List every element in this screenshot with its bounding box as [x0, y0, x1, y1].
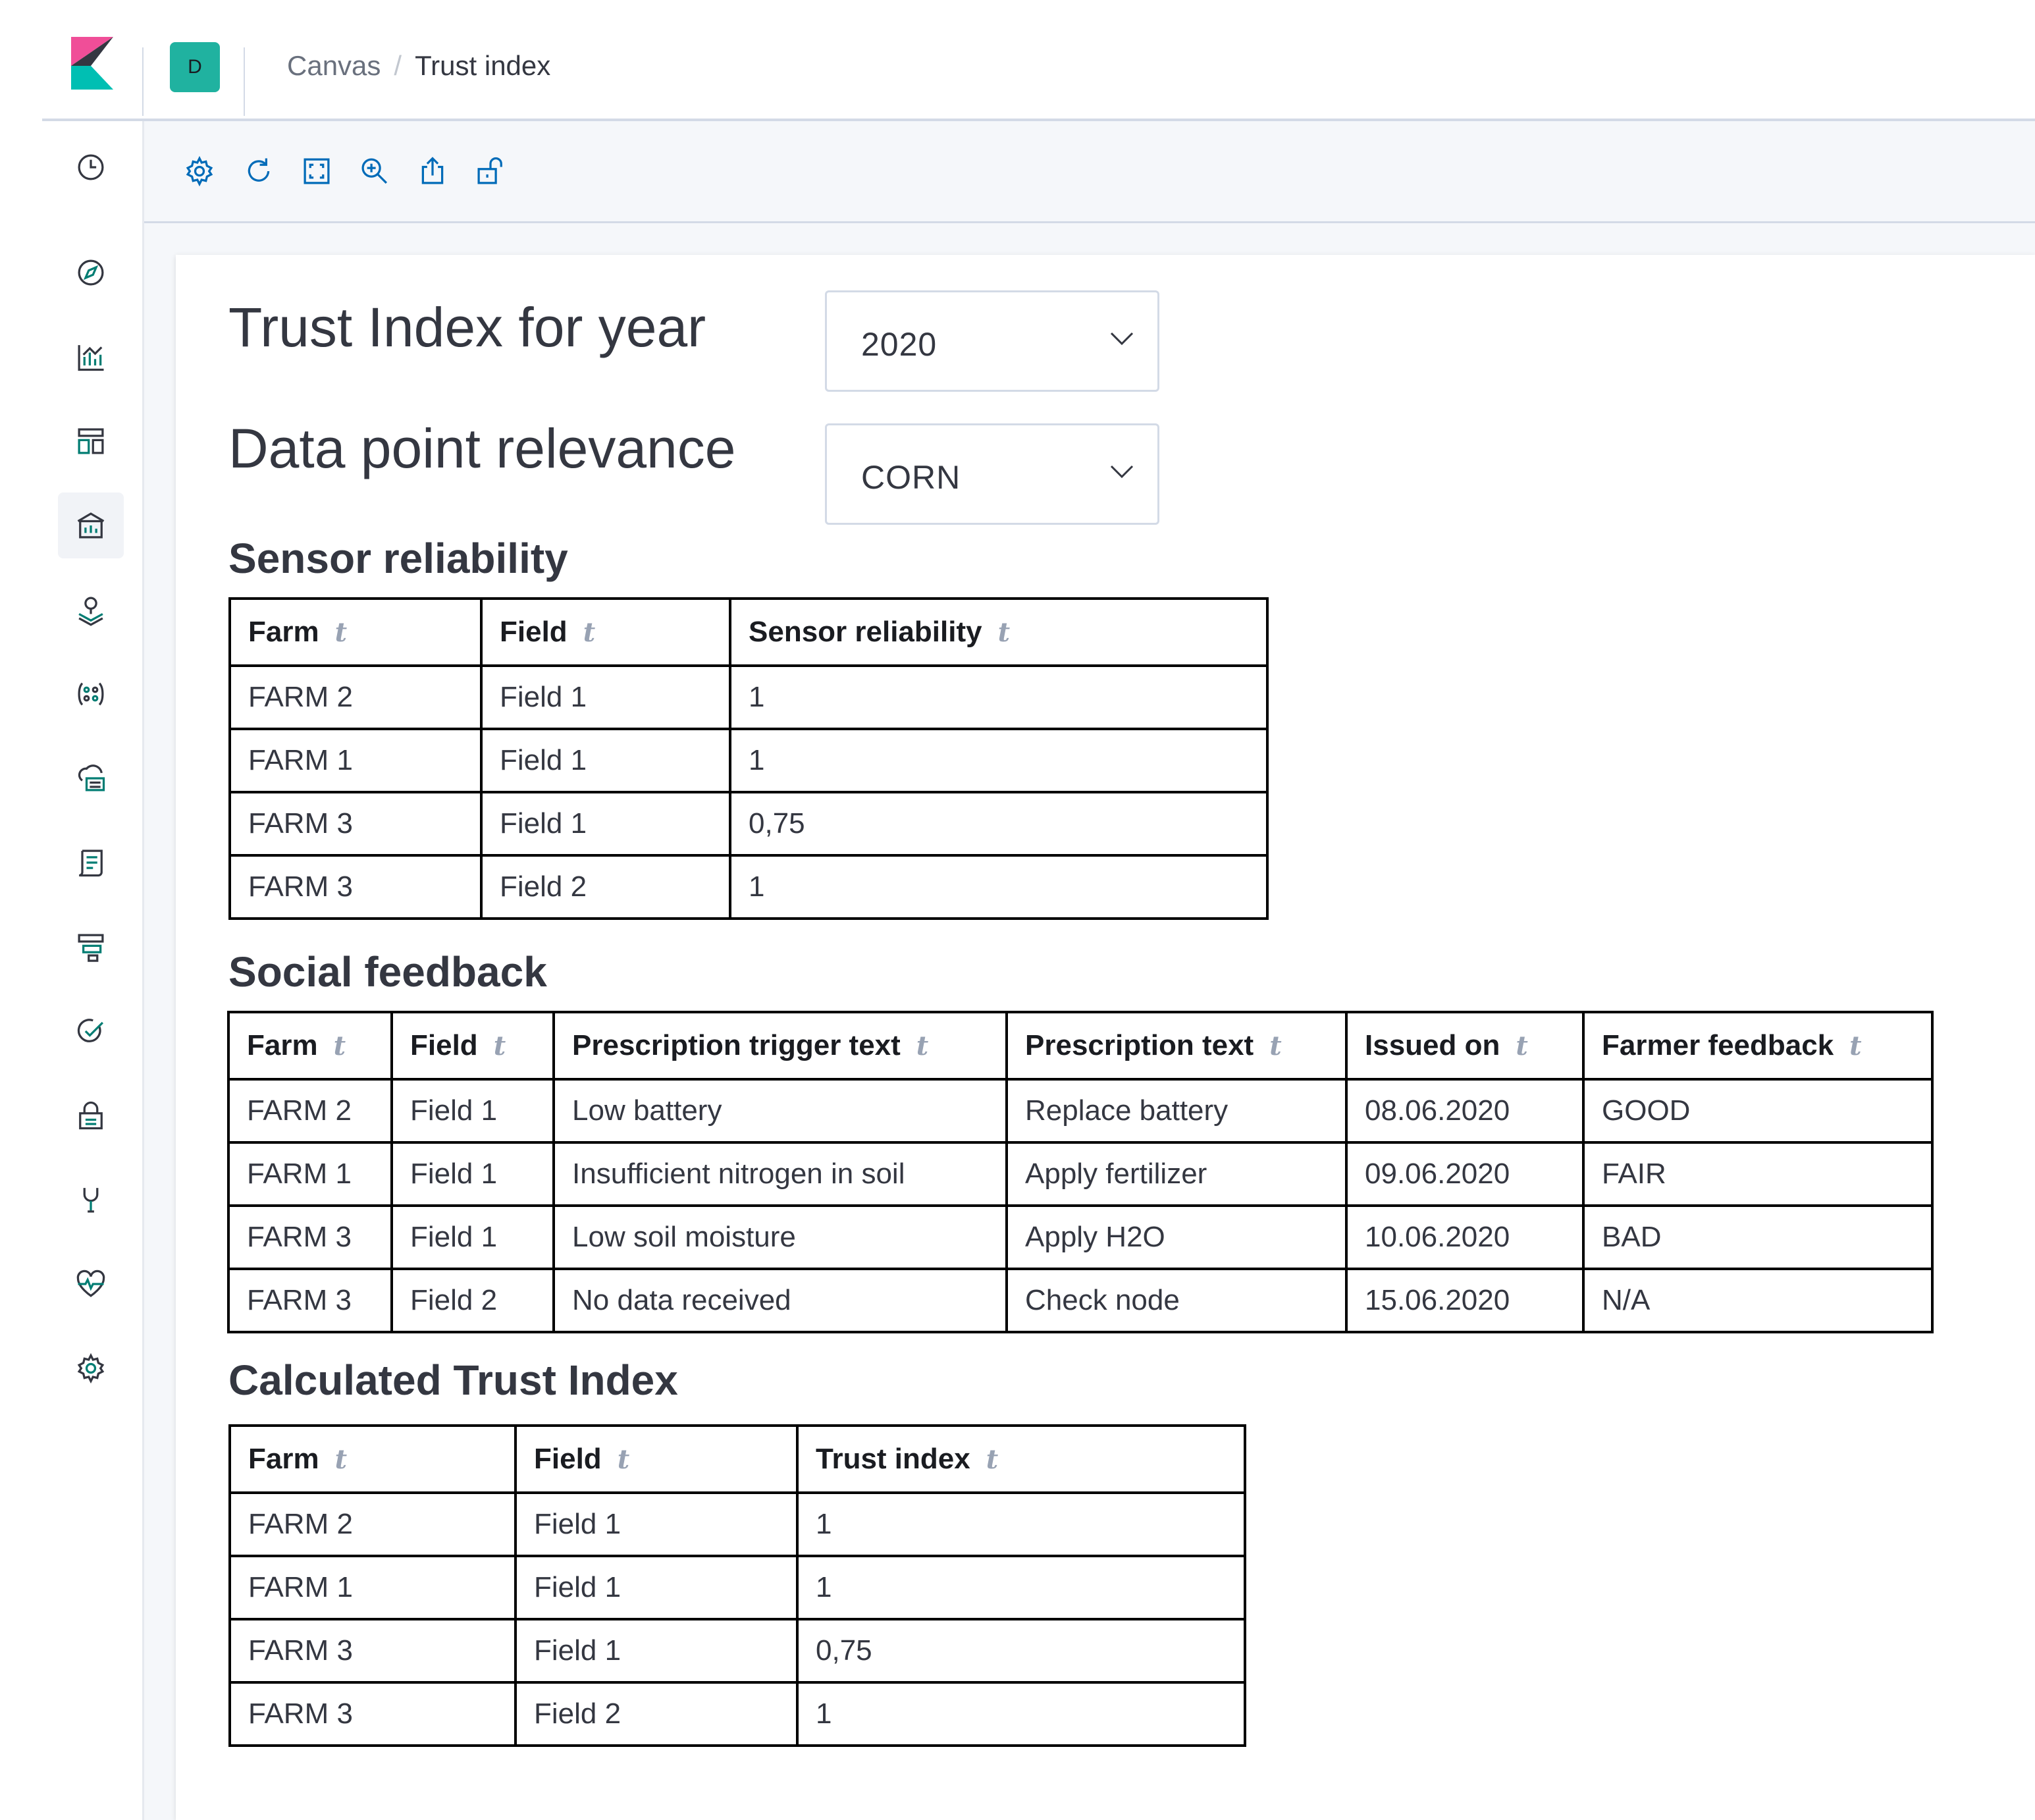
table-cell: FARM 1: [230, 729, 481, 792]
sensor-reliability-table: [228, 597, 1269, 920]
table-cell: FARM 1: [228, 1142, 392, 1206]
table-row: [230, 1682, 1245, 1746]
table-cell: Field 1: [392, 1142, 554, 1206]
table-cell: FARM 3: [230, 1682, 515, 1746]
column-header-sensor-reliability[interactable]: [730, 599, 1267, 666]
dev-tools-icon[interactable]: [58, 1167, 124, 1233]
column-header-label: Prescription text: [1025, 1029, 1254, 1061]
space-initial: D: [188, 56, 202, 78]
sort-icon[interactable]: t: [916, 1030, 929, 1061]
table-row: [230, 666, 1267, 729]
sort-icon[interactable]: t: [617, 1444, 630, 1475]
side-nav: [42, 121, 144, 1820]
social-feedback-title: Social feedback: [228, 948, 547, 996]
table-cell: Low soil moisture: [554, 1206, 1007, 1269]
column-header-farmer-feedback[interactable]: [1583, 1012, 1932, 1079]
table-cell: 09.06.2020: [1346, 1142, 1583, 1206]
table-row: [228, 1206, 1932, 1269]
column-header-label: Issued on: [1365, 1029, 1500, 1061]
column-header-label: Field: [534, 1443, 602, 1475]
sort-icon[interactable]: t: [1269, 1030, 1282, 1061]
column-header-label: Sensor reliability: [749, 616, 982, 648]
discover-icon[interactable]: [58, 240, 124, 306]
year-select-value: 2020: [861, 326, 938, 363]
table-cell: Field 1: [515, 1493, 797, 1556]
table-cell: Low battery: [554, 1079, 1007, 1142]
table-cell: No data received: [554, 1269, 1007, 1332]
table-row: [230, 1556, 1245, 1619]
table-cell: FAIR: [1583, 1142, 1932, 1206]
apm-icon[interactable]: [58, 914, 124, 980]
table-cell: 08.06.2020: [1346, 1079, 1583, 1142]
chevron-down-icon: [1107, 461, 1136, 482]
table-cell: Field 1: [392, 1206, 554, 1269]
column-header-label: Farm: [248, 616, 319, 648]
workpad-toolbar: [144, 121, 2035, 223]
table-cell: 1: [730, 729, 1267, 792]
table-cell: Field 2: [392, 1269, 554, 1332]
sort-icon[interactable]: t: [493, 1030, 506, 1061]
table-cell: Field 1: [481, 792, 730, 855]
column-header-issued-on[interactable]: [1346, 1012, 1583, 1079]
trust-index-year-title: Trust Index for year: [228, 296, 706, 358]
column-header-farm[interactable]: [230, 1426, 515, 1493]
table-cell: FARM 3: [230, 792, 481, 855]
table-row: [230, 792, 1267, 855]
visualize-icon[interactable]: [58, 324, 124, 390]
table-cell: 1: [730, 855, 1267, 919]
calculated-trust-index-title: Calculated Trust Index: [228, 1356, 678, 1404]
column-header-farm[interactable]: [230, 599, 481, 666]
column-header-label: Farm: [248, 1443, 319, 1475]
table-row: [230, 729, 1267, 792]
table-cell: 10.06.2020: [1346, 1206, 1583, 1269]
column-header-field[interactable]: [392, 1012, 554, 1079]
recently-viewed-icon[interactable]: [58, 134, 124, 200]
column-header-label: Field: [410, 1029, 478, 1061]
canvas-icon[interactable]: [58, 493, 124, 558]
column-header-prescription-text[interactable]: [1007, 1012, 1346, 1079]
table-cell: FARM 3: [228, 1269, 392, 1332]
year-select[interactable]: [825, 290, 1159, 392]
sensor-reliability-title: Sensor reliability: [228, 535, 568, 582]
table-cell: BAD: [1583, 1206, 1932, 1269]
space-avatar[interactable]: [170, 42, 220, 92]
sort-icon[interactable]: t: [334, 617, 348, 648]
table-cell: FARM 3: [230, 1619, 515, 1682]
column-header-label: Farm: [247, 1029, 318, 1061]
table-cell: 1: [797, 1493, 1245, 1556]
table-cell: N/A: [1583, 1269, 1932, 1332]
table-cell: FARM 2: [230, 666, 481, 729]
table-cell: 0,75: [797, 1619, 1245, 1682]
machine-learning-icon[interactable]: [58, 661, 124, 727]
table-cell: Field 1: [515, 1619, 797, 1682]
column-header-field[interactable]: [515, 1426, 797, 1493]
sort-icon[interactable]: t: [333, 1030, 346, 1061]
column-header-prescription-trigger-text[interactable]: [554, 1012, 1007, 1079]
table-row: [230, 1493, 1245, 1556]
column-header-label: Trust index: [816, 1443, 970, 1475]
header-divider: [244, 47, 245, 116]
canvas-area: [144, 223, 2035, 1820]
table-cell: 15.06.2020: [1346, 1269, 1583, 1332]
table-row: [228, 1079, 1932, 1142]
header-divider: [142, 47, 144, 116]
sort-icon[interactable]: t: [997, 617, 1011, 648]
table-cell: Apply H2O: [1007, 1206, 1346, 1269]
siem-icon[interactable]: [58, 1083, 124, 1148]
fullscreen-icon[interactable]: [297, 151, 336, 191]
table-cell: FARM 2: [230, 1493, 515, 1556]
infrastructure-icon[interactable]: [58, 745, 124, 811]
table-cell: GOOD: [1583, 1079, 1932, 1142]
breadcrumb: [287, 50, 550, 82]
breadcrumb-trust-index: Trust index: [415, 50, 551, 81]
refresh-icon[interactable]: [239, 151, 278, 191]
table-cell: 1: [797, 1682, 1245, 1746]
trust-index-table: [228, 1424, 1246, 1747]
table-cell: Field 2: [481, 855, 730, 919]
table-cell: 0,75: [730, 792, 1267, 855]
workpad-page: [176, 255, 2035, 1820]
sort-icon[interactable]: t: [1849, 1030, 1862, 1061]
table-row: [228, 1269, 1932, 1332]
monitoring-icon[interactable]: [58, 1251, 124, 1317]
maps-icon[interactable]: [58, 577, 124, 643]
column-header-field[interactable]: [481, 599, 730, 666]
table-cell: 1: [730, 666, 1267, 729]
table-cell: Check node: [1007, 1269, 1346, 1332]
social-feedback-table: [227, 1011, 1934, 1333]
sort-icon[interactable]: t: [1516, 1030, 1528, 1061]
sort-icon[interactable]: t: [583, 617, 596, 648]
table-row: [230, 855, 1267, 919]
column-header-label: Farmer feedback: [1602, 1029, 1834, 1061]
settings-icon[interactable]: [180, 151, 219, 191]
table-header-row: [230, 1426, 1245, 1493]
table-cell: Field 1: [481, 729, 730, 792]
breadcrumb-canvas[interactable]: Canvas: [287, 50, 381, 81]
table-cell: 1: [797, 1556, 1245, 1619]
table-cell: FARM 3: [230, 855, 481, 919]
column-header-label: Prescription trigger text: [572, 1029, 901, 1061]
table-header-row: [230, 599, 1267, 666]
table-cell: Field 2: [515, 1682, 797, 1746]
data-point-relevance-title: Data point relevance: [228, 417, 736, 479]
uptime-icon[interactable]: [58, 998, 124, 1064]
table-cell: FARM 2: [228, 1079, 392, 1142]
column-header-farm[interactable]: [228, 1012, 392, 1079]
lock-icon[interactable]: [471, 151, 510, 191]
chevron-down-icon: [1107, 328, 1136, 349]
column-header-trust-index[interactable]: [797, 1426, 1245, 1493]
breadcrumb-separator: /: [394, 50, 402, 81]
kibana-logo-icon[interactable]: [71, 37, 113, 90]
table-cell: Replace battery: [1007, 1079, 1346, 1142]
column-header-label: Field: [500, 616, 568, 648]
sort-icon[interactable]: t: [334, 1444, 348, 1475]
table-cell: FARM 1: [230, 1556, 515, 1619]
relevance-select[interactable]: [825, 423, 1159, 525]
relevance-select-value: CORN: [861, 459, 961, 496]
table-row: [230, 1619, 1245, 1682]
table-cell: Apply fertilizer: [1007, 1142, 1346, 1206]
table-cell: Insufficient nitrogen in soil: [554, 1142, 1007, 1206]
table-row: [228, 1142, 1932, 1206]
table-cell: Field 1: [481, 666, 730, 729]
table-cell: Field 1: [392, 1079, 554, 1142]
table-header-row: [228, 1012, 1932, 1079]
top-header: [42, 0, 2035, 121]
sort-icon[interactable]: t: [986, 1444, 999, 1475]
zoom-icon[interactable]: [355, 151, 394, 191]
table-cell: Field 1: [515, 1556, 797, 1619]
table-cell: FARM 3: [228, 1206, 392, 1269]
management-icon[interactable]: [58, 1335, 124, 1401]
dashboard-icon[interactable]: [58, 408, 124, 474]
logs-icon[interactable]: [58, 830, 124, 896]
share-icon[interactable]: [413, 151, 452, 191]
